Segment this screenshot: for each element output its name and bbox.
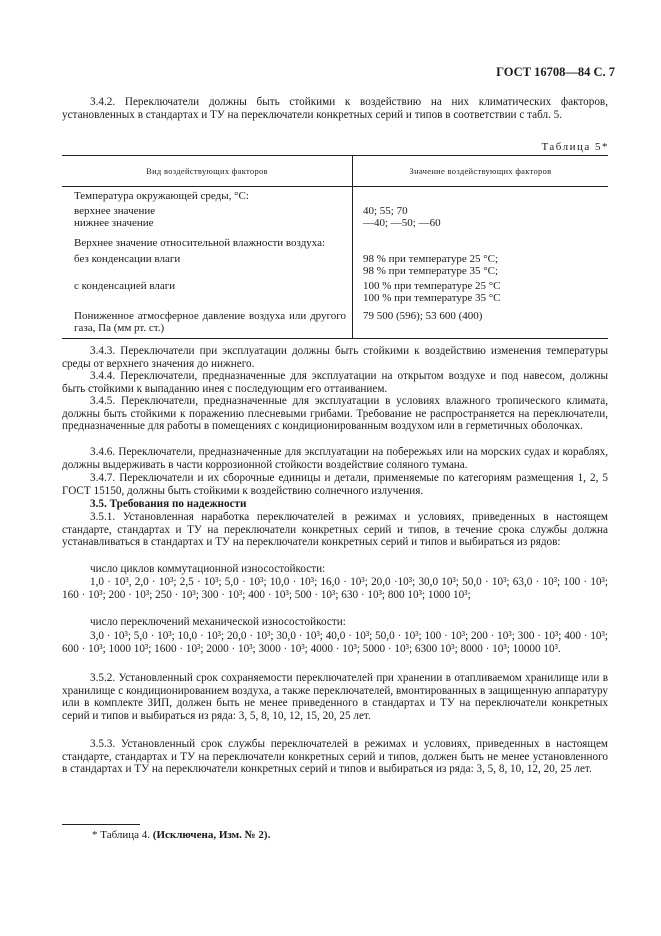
table-row (62, 230, 608, 249)
commutation-values: 1,0 · 10³, 2,0 · 10³; 2,5 · 10³; 5,0 · 10³; 10,0 · 10³; 16,0 · 10³; 20,0 ·10³; 30,0 10³; 50,0 · 10³; 63,0 · 10³; 100 · 10³; 160 · 10³; 200 · 10³; 250 · 10³; 300 · 10³; 400 · 10³; 500 · 10³; 630 · 10³; 800 10³; 1000 10³; (62, 576, 608, 601)
paragraph-3-4-7: 3.4.7. Переключатели и их сборочные единицы и детали, применяемые по категориям размещения 1, 2, 5 ГОСТ 15150, должны быть стойкими к воздействию солнечного излучения. (62, 472, 608, 497)
table-cell-value (353, 187, 609, 203)
footnote-text: * Таблица 4. (92, 829, 151, 841)
paragraph-3-5-1: 3.5.1. Установленная наработка переключателей в режимах и условиях, приведенных в настоящем стандарте, стандартах и ТУ на переключатели конкретных серий и типов, в течение срока службы должна устанавливаться в стандартах и ТУ на переключатели конкретных серий и типов и выбираться из рядов: (62, 511, 608, 549)
footnote-bold-text: (Исключена, Изм. № 2). (152, 829, 271, 841)
table-cell-factor: Пониженное атмосферное давление воздуха или другого газа, Па (мм рт. ст.) (62, 305, 353, 339)
table-row (62, 249, 608, 277)
paragraph-3-5-2: 3.5.2. Установленный срок сохраняемости переключателей при хранении в отапливаемом хранилище или в хранилище с кондиционированием воздуха, а также переключателей, вмонтированных в защищенную аппаратуру или в комплекте ЗИП, должен быть не менее приведенного в стандартах и ТУ на переключатели конкретных серий и типов и выбираться из ряда: 3, 5, 8, 10, 12, 15, 20, 25 лет. (62, 672, 608, 722)
table-cell-factor: Верхнее значение относительной влажности воздуха: (62, 230, 353, 249)
paragraph-3-4-6: 3.4.6. Переключатели, предназначенные для эксплуатации на побережьях или на морских судах и кораблях, должны выдерживать в части коррозионной стойкости воздействие соляного тумана. (62, 446, 608, 471)
table-cell-value: —40; —50; —60 (363, 217, 441, 230)
table-header-factor: Вид воздействующих факторов (62, 156, 353, 187)
commutation-label: число циклов коммутационной износостойкости: (90, 563, 326, 575)
paragraph-3-4-4: 3.4.4. Переключатели, предназначенные для эксплуатации на открытом воздухе и под навесом, должны быть стойкими к выпаданию инея с последующим его оттаиванием. (62, 370, 608, 395)
mechanical-values: 3,0 · 10³; 5,0 · 10³; 10,0 · 10³; 20,0 · 10³; 30,0 · 10³; 40,0 · 10³; 50,0 · 10³; 100 · 10³; 200 · 10³; 300 · 10³; 400 · 10³; 600 · 10³; 1000 10³; 1600 · 10³; 2000 · 10³; 3000 · 10³; 4000 · 10³; 5000 · 10³; 6300 10³; 8000 · 10³; 10000 10³. (62, 630, 608, 655)
table-cell-factor: Температура окружающей среды, °С: (62, 187, 353, 203)
table-cell-factor: с конденсацией влаги (62, 277, 353, 304)
table-header-value: Значение воздействующих факторов (353, 156, 609, 187)
table-row (62, 187, 608, 203)
table-row (62, 202, 608, 217)
table-cell-factor: нижнее значение (62, 217, 353, 229)
table-cell-factor: верхнее значение (62, 202, 353, 217)
table-5 (62, 155, 608, 339)
section-title-3-5: 3.5. Требования по надежности (90, 498, 247, 510)
table-cell-factor: без конденсации влаги (62, 249, 353, 277)
table-row (62, 277, 608, 304)
footnote-divider (62, 824, 140, 825)
table-cell-value (353, 277, 609, 304)
table-cell-value (353, 249, 609, 277)
value-line: 100 % при температуре 25 °С (363, 280, 501, 293)
table-row (62, 305, 608, 339)
table-cell-value (353, 230, 609, 249)
footnote (92, 829, 270, 842)
paragraph-3-4-2: 3.4.2. Переключатели должны быть стойкими к воздействию на них климатических факторов, установленных в стандартах и ТУ на переключатели конкретных серий и типов в соответствии с табл. 5. (62, 96, 608, 121)
paragraph-3-5-3: 3.5.3. Установленный срок службы переключателей в режимах и условиях, приведенных в настоящем стандарте, стандартах и ТУ на переключатели конкретных серий и типов, должен быть не менее установленного в стандартах и ТУ на переключатели конкретных серий и типов и выбираться из ряда: 3, 5, 8, 10, 12, 20, 25 лет. (62, 738, 608, 776)
table-cell-value: 79 500 (596); 53 600 (400) (353, 305, 609, 339)
page-header: ГОСТ 16708—84 С. 7 (496, 65, 615, 79)
paragraph-3-4-3: 3.4.3. Переключатели при эксплуатации должны быть стойкими к воздействию изменения температуры среды от верхнего значения до нижнего. (62, 345, 608, 370)
value-line: 98 % при температуре 35 °С; (363, 265, 499, 278)
mechanical-label: число переключений механической износостойкости: (90, 616, 346, 628)
paragraph-3-4-5: 3.4.5. Переключатели, предназначенные для эксплуатации в условиях влажного тропического климата, должны быть стойкими к поражению плесневыми грибами. Требование не распространяется на переключатели, предназначенные для работы в помещениях с кондиционированным воздухом или в герметичных оболочках. (62, 395, 608, 433)
table-caption: Таблица 5* (541, 141, 609, 153)
value-line: 100 % при температуре 35 °С (363, 292, 501, 305)
table-row (62, 217, 608, 229)
table-cell-value: 40; 55; 70 (363, 205, 408, 218)
value-line: 98 % при температуре 25 °С; (363, 252, 499, 265)
